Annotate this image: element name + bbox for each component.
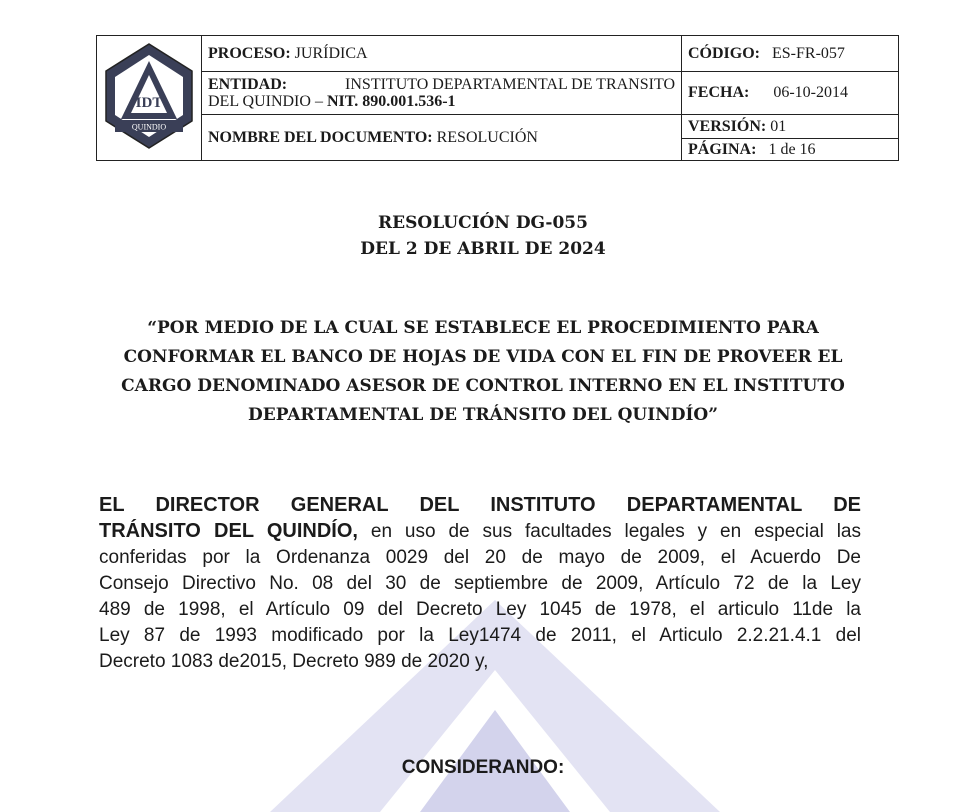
nombre-cell bbox=[202, 114, 682, 160]
lead-line: Ley 87 de 1993 modificado por la Ley1474 de 2011, el Articulo 2.2.21.4.1 del bbox=[99, 625, 861, 646]
pagina-cell bbox=[682, 138, 899, 160]
entidad-label: ENTIDAD: bbox=[208, 75, 288, 93]
version-value: 01 bbox=[770, 117, 787, 135]
entidad-cell bbox=[202, 72, 682, 114]
codigo-value: ES-FR-057 bbox=[772, 45, 845, 63]
codigo-cell bbox=[682, 36, 899, 72]
director-title: EL DIRECTOR GENERAL DEL INSTITUTO DEPARTAMENTAL DE bbox=[99, 494, 861, 516]
logo-cell bbox=[97, 36, 202, 161]
proceso-label: PROCESO: bbox=[208, 45, 291, 63]
fecha-cell bbox=[682, 72, 899, 114]
logo-caption: QUINDIO bbox=[131, 122, 167, 132]
subject-line: “POR MEDIO DE LA CUAL SE ESTABLECE EL PROCEDIMIENTO PARA bbox=[147, 318, 819, 338]
document-header-table bbox=[96, 35, 899, 161]
lead-line-2 bbox=[99, 518, 861, 545]
lead-line: Decreto 1083 de2015, Decreto 989 de 2020 y, bbox=[99, 651, 489, 672]
lead-line: conferidas por la Ordenanza 0029 del 20 de mayo de 2009, el Acuerdo De bbox=[99, 547, 861, 568]
fecha-label: FECHA: bbox=[688, 84, 750, 102]
lead-line: 489 de 1998, el Artículo 09 del Decreto Ley 1045 de 1978, el articulo 11de la bbox=[99, 599, 861, 620]
considerando-heading: CONSIDERANDO: bbox=[401, 757, 565, 778]
fecha-value: 06-10-2014 bbox=[773, 84, 848, 102]
nombre-value: RESOLUCIÓN bbox=[436, 128, 538, 146]
nit-value: NIT. 890.001.536-1 bbox=[326, 92, 456, 110]
resolution-subject bbox=[0, 314, 966, 430]
proceso-value: JURÍDICA bbox=[294, 45, 368, 63]
entidad-value-line1: INSTITUTO DEPARTAMENTAL DE TRANSITO bbox=[345, 75, 675, 93]
subject-line: CARGO DENOMINADO ASESOR DE CONTROL INTERNO EN EL INSTITUTO bbox=[121, 376, 845, 396]
nombre-label: NOMBRE DEL DOCUMENTO: bbox=[208, 128, 433, 146]
resolution-date: DEL 2 DE ABRIL DE 2024 bbox=[360, 239, 606, 259]
idt-logo bbox=[103, 41, 195, 151]
pagina-value: 1 de 16 bbox=[768, 140, 816, 158]
version-label: VERSIÓN: bbox=[688, 117, 767, 135]
proceso-cell bbox=[202, 36, 682, 72]
codigo-label: CÓDIGO: bbox=[688, 45, 760, 63]
subject-line: DEPARTAMENTAL DE TRÁNSITO DEL QUINDÍO” bbox=[248, 405, 718, 425]
version-cell bbox=[682, 114, 899, 138]
logo-letters: IDT bbox=[135, 95, 163, 111]
lead-paragraph bbox=[99, 492, 861, 675]
pagina-label: PÁGINA: bbox=[688, 140, 757, 158]
resolution-number: RESOLUCIÓN DG-055 bbox=[378, 213, 588, 233]
entidad-value-line2: DEL QUINDIO – bbox=[208, 92, 327, 110]
institute-name: TRÁNSITO DEL QUINDÍO, bbox=[99, 520, 358, 542]
lead-line: Consejo Directivo No. 08 del 30 de septiembre de 2009, Artículo 72 de la Ley bbox=[99, 573, 861, 594]
subject-line: CONFORMAR EL BANCO DE HOJAS DE VIDA CON EL FIN DE PROVEER EL bbox=[123, 347, 843, 367]
lead-line-1 bbox=[99, 492, 861, 518]
lead-line-2-text: en uso de sus facultades legales y en especial las bbox=[357, 521, 861, 542]
